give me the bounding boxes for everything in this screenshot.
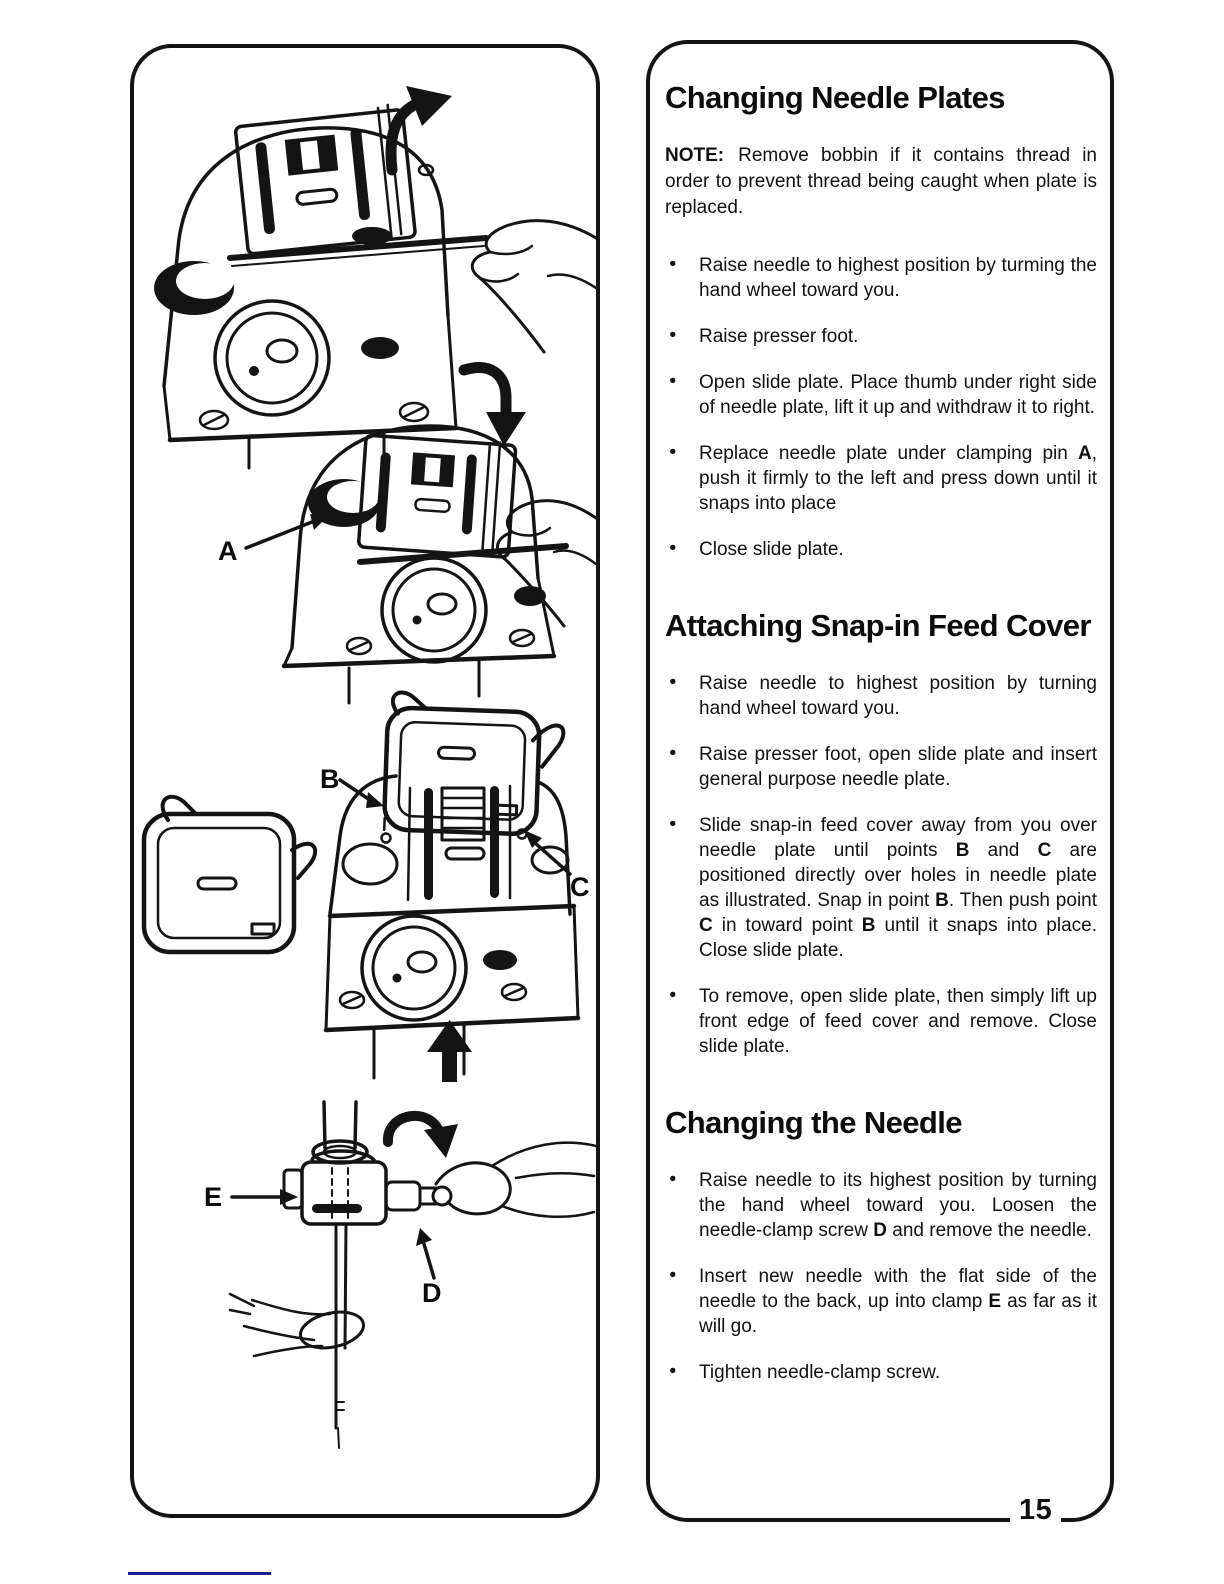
figure-withdraw-needle-plate bbox=[154, 86, 596, 468]
rotate-arrow-icon bbox=[388, 1116, 458, 1158]
bullet-item: ● Raise presser foot, open slide plate and insert general purpose needle plate. bbox=[665, 742, 1097, 792]
bullet-dot bbox=[665, 984, 699, 1059]
bullet-item: ● Slide snap-in feed cover away from you over needle plate until points B and C are positioned directly over holes in needle plate as illustrated. Snap in point B. Then push point C in toward point B until it snaps into place. Close slide plate. bbox=[665, 813, 1097, 963]
bullet-item: ● To remove, open slide plate, then simply lift up front edge of feed cover and remove. Close slide plate. bbox=[665, 984, 1097, 1059]
label-e-arrow-icon bbox=[232, 1189, 298, 1205]
bullet-item: ● Raise needle to its highest position by turning the hand wheel toward you. Loosen the needle-clamp screw D and remove the needle. bbox=[665, 1168, 1097, 1243]
bullet-item: ● Insert new needle with the flat side of the needle to the back, up into clamp E as far as it will go. bbox=[665, 1264, 1097, 1339]
sewing-machine-figures bbox=[134, 48, 596, 1514]
section-heading: Changing the Needle bbox=[665, 1105, 962, 1140]
page-number: 15 bbox=[1010, 1494, 1061, 1527]
footer-underline-mark bbox=[128, 1572, 271, 1575]
figure-feed-cover bbox=[144, 692, 590, 1082]
section-changing-the-needle bbox=[665, 1105, 1097, 1385]
hand-figure-1 bbox=[472, 221, 596, 352]
bullet-item: ● Replace needle plate under clamping pin A, push it firmly to the left and press down until it snaps into place bbox=[665, 441, 1097, 516]
feed-cover-above-plate bbox=[384, 692, 565, 835]
bullet-dot bbox=[665, 537, 699, 562]
label-a-arrow-icon bbox=[246, 514, 328, 548]
label-d: D bbox=[422, 1278, 442, 1308]
note-paragraph bbox=[665, 143, 1097, 221]
bullet-item: ● Raise needle to highest position by turning hand wheel toward you. bbox=[665, 671, 1097, 721]
bullet-dot bbox=[665, 324, 699, 349]
bullet-item: ● Open slide plate. Place thumb under right side of needle plate, lift it up and withdraw it to right. bbox=[665, 370, 1097, 420]
illustration-panel bbox=[130, 44, 600, 1518]
bullet-dot bbox=[665, 441, 699, 516]
bullet-item: ● Close slide plate. bbox=[665, 537, 1097, 562]
label-b-arrow-icon bbox=[340, 780, 384, 808]
figure-needle-clamp bbox=[204, 1102, 596, 1448]
section-changing-needle-plates bbox=[665, 80, 1097, 562]
label-d-arrow-icon bbox=[416, 1228, 434, 1278]
section-heading: Changing Needle Plates bbox=[665, 80, 1005, 115]
bullet-dot bbox=[665, 1264, 699, 1339]
arrow-down-icon bbox=[464, 368, 526, 446]
bullet-item: ● Tighten needle-clamp screw. bbox=[665, 1360, 1097, 1385]
bullet-dot bbox=[665, 1168, 699, 1243]
note-label: NOTE: bbox=[665, 145, 725, 166]
section-attaching-feed-cover bbox=[665, 608, 1097, 1059]
bullet-item: ● Raise presser foot. bbox=[665, 324, 1097, 349]
bullet-dot bbox=[665, 1360, 699, 1385]
bullet-dot bbox=[665, 253, 699, 303]
bullet-dot bbox=[665, 370, 699, 420]
instructions-panel bbox=[646, 40, 1114, 1522]
bullet-dot bbox=[665, 671, 699, 721]
label-b: B bbox=[320, 764, 340, 794]
hand-figure-4 bbox=[436, 1143, 596, 1217]
label-c: C bbox=[570, 872, 590, 902]
note-text: Remove bobbin if it contains thread in order to prevent thread being caught when plate is replaced. bbox=[665, 145, 1097, 218]
feed-cover-part bbox=[144, 797, 315, 952]
bullet-dot bbox=[665, 813, 699, 963]
arrow-up-right-icon bbox=[391, 86, 452, 170]
figure-replace-needle-plate bbox=[218, 368, 596, 703]
label-e: E bbox=[204, 1182, 223, 1212]
section-heading: Attaching Snap-in Feed Cover bbox=[665, 608, 1091, 643]
bullet-item: ● Raise needle to highest position by turming the hand wheel toward you. bbox=[665, 253, 1097, 303]
label-a: A bbox=[218, 536, 238, 566]
bullet-dot bbox=[665, 742, 699, 792]
